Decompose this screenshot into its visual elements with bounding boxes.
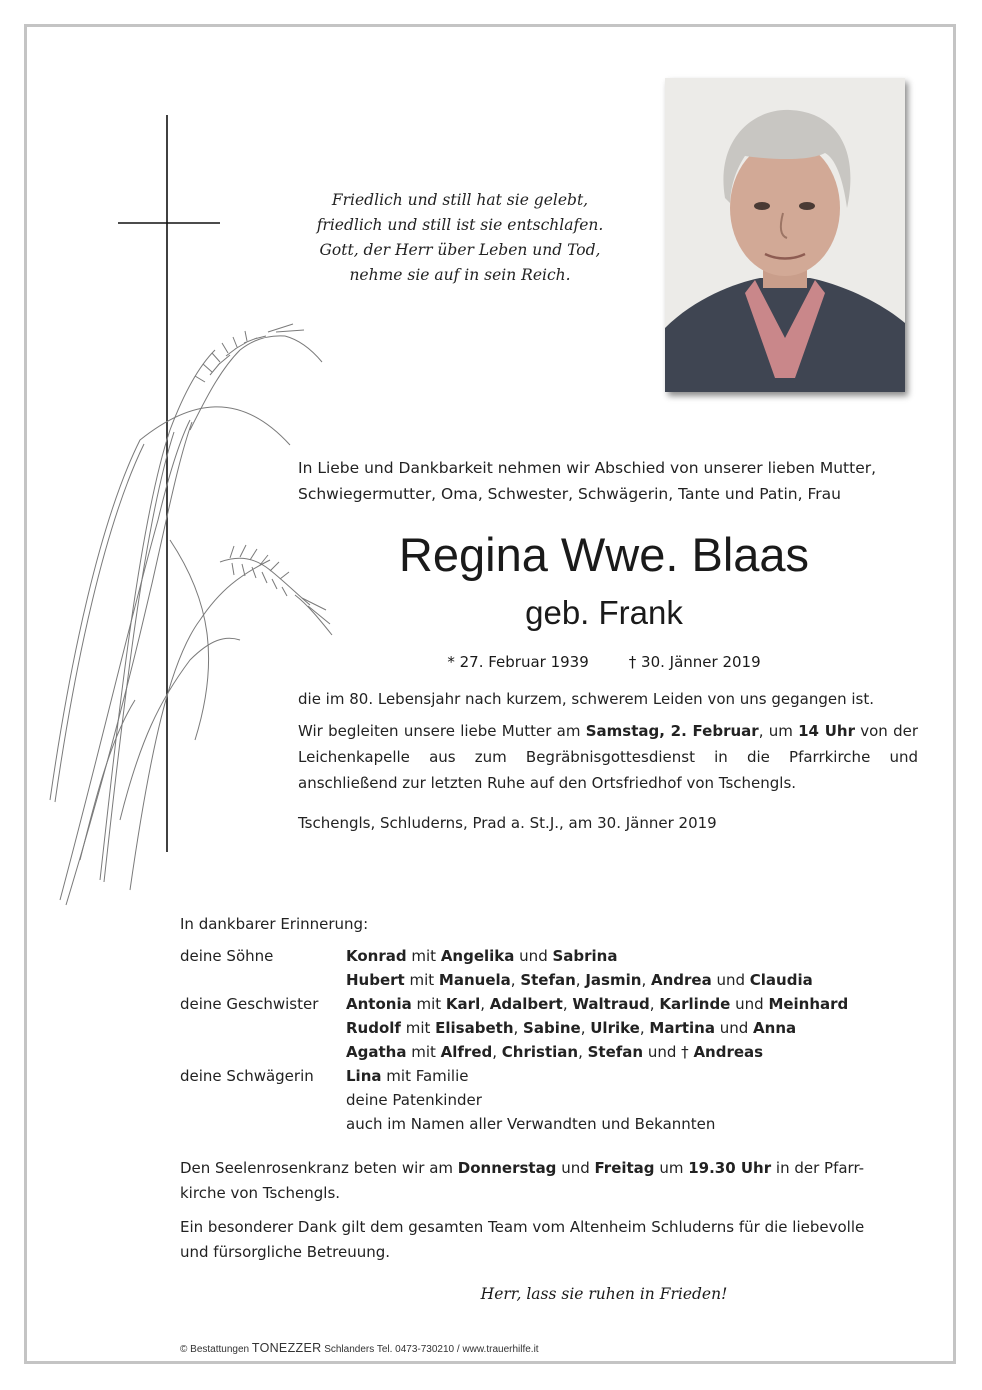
- family-connector: ,: [649, 995, 660, 1013]
- family-connector: und: [714, 1019, 754, 1037]
- family-label: deine Geschwister: [180, 995, 319, 1013]
- intro-text: [298, 455, 928, 507]
- family-connector: ,: [578, 1043, 588, 1061]
- family-member-line: [346, 1064, 715, 1088]
- rosary-a: Den Seelenrosenkranz beten wir am: [180, 1159, 458, 1177]
- family-connector: mit: [406, 1043, 441, 1061]
- wheat-icon: [50, 324, 332, 905]
- family-lines: [346, 992, 848, 1064]
- farewell-text: Herr, lass sie ruhen in Frieden!: [480, 1285, 728, 1303]
- family-member-line: [346, 1016, 848, 1040]
- family-member-name: Manuela: [438, 971, 511, 989]
- funeral-text-c: von der Leichenkapelle aus zum Begräbnisgottesdienst in die Pfarrkirche und anschließend zur letzten Ruhe auf den Ortsfriedhof von Tschengls.: [298, 722, 918, 792]
- family-member-name: Martina: [649, 1019, 715, 1037]
- cross-icon: [118, 115, 220, 852]
- family-member-name: Antonia: [346, 995, 412, 1013]
- rosary-day-2: Freitag: [594, 1159, 655, 1177]
- family-connector: mit: [411, 995, 446, 1013]
- family-connector: ,: [580, 1019, 591, 1037]
- family-member-name: Sabine: [523, 1019, 581, 1037]
- rosary-d2: kirche von Tschengls.: [180, 1184, 341, 1202]
- family-connector: ,: [513, 1019, 524, 1037]
- family-member-name: Meinhard: [768, 995, 849, 1013]
- family-member-name: Andrea: [650, 971, 712, 989]
- footer-credit: [180, 1341, 539, 1355]
- family-member-name: Stefan: [587, 1043, 644, 1061]
- thanks-line-2: und fürsorgliche Betreuung.: [180, 1243, 391, 1261]
- family-member-name: Waltraud: [572, 995, 650, 1013]
- family-connector: mit Familie: [381, 1067, 469, 1085]
- announcement-body: [298, 686, 918, 836]
- family-member-name: Agatha: [346, 1043, 407, 1061]
- family-connector: auch im Namen aller Verwandten und Bekannten: [346, 1115, 716, 1133]
- birth-date: * 27. Februar 1939: [447, 653, 589, 671]
- rosary-time: 19.30 Uhr: [688, 1159, 772, 1177]
- family-member-name: Hubert: [346, 971, 405, 989]
- family-member-name: Alfred: [440, 1043, 493, 1061]
- family-connector: ,: [639, 1019, 650, 1037]
- family-member-name: Stefan: [520, 971, 576, 989]
- family-group-siblings: [180, 992, 900, 1064]
- family-member-name: Konrad: [346, 947, 407, 965]
- poem-line: nehme sie auf in sein Reich.: [349, 266, 571, 284]
- family-connector: mit: [404, 971, 439, 989]
- family-heading: In dankbarer Erinnerung:: [180, 915, 369, 933]
- family-connector: ,: [562, 995, 573, 1013]
- family-member-line: [346, 992, 848, 1016]
- funeral-text-a: Wir begleiten unsere liebe Mutter am: [298, 722, 586, 740]
- family-list: [180, 912, 900, 1136]
- closing-text: [180, 1156, 910, 1274]
- family-member-name: Rudolf: [346, 1019, 401, 1037]
- family-connector: ,: [480, 995, 490, 1013]
- family-group-sons: [180, 944, 900, 992]
- family-member-name: Jasmin: [585, 971, 642, 989]
- funeral-time: 14 Uhr: [798, 722, 855, 740]
- family-member-name: Karl: [445, 995, 481, 1013]
- family-member-name: Ulrike: [590, 1019, 640, 1037]
- death-date: † 30. Jänner 2019: [628, 653, 761, 671]
- thanks-text: [180, 1215, 910, 1265]
- footer-brand: TONEZZER: [251, 1341, 322, 1355]
- family-connector: und: [711, 971, 750, 989]
- family-member-name: Claudia: [749, 971, 813, 989]
- family-connector: und: [730, 995, 769, 1013]
- family-member-name: Karlinde: [659, 995, 731, 1013]
- family-connector: ,: [510, 971, 521, 989]
- intro-line-1: In Liebe und Dankbarkeit nehmen wir Abschied von unserer lieben Mutter,: [298, 459, 877, 477]
- family-lines: [346, 1064, 715, 1136]
- family-member-line: [346, 944, 813, 968]
- funeral-day: Samstag, 2. Februar: [585, 722, 759, 740]
- family-connector: mit: [400, 1019, 436, 1037]
- poem-line: Friedlich und still hat sie gelebt,: [331, 191, 589, 209]
- rosary-d1: in der Pfarr-: [771, 1159, 865, 1177]
- family-member-name: Angelika: [440, 947, 515, 965]
- rosary-text: [180, 1156, 910, 1206]
- footer-suffix: Schlanders Tel. 0473-730210 / www.trauerhilfe.it: [321, 1344, 539, 1355]
- poem-line: Gott, der Herr über Leben und Tod,: [319, 241, 601, 259]
- intro-line-2: Schwiegermutter, Oma, Schwester, Schwägerin, Tante und Patin, Frau: [298, 485, 841, 503]
- family-label: deine Schwägerin: [180, 1067, 314, 1085]
- poem-line: friedlich und still ist sie entschlafen.: [316, 216, 604, 234]
- family-member-name: Andreas: [693, 1043, 764, 1061]
- family-member-line: [346, 1040, 848, 1064]
- family-label: deine Söhne: [180, 947, 274, 965]
- family-connector: ,: [492, 1043, 502, 1061]
- funeral-text: [298, 718, 918, 796]
- rosary-c: um: [654, 1159, 689, 1177]
- family-member-name: Anna: [753, 1019, 797, 1037]
- family-connector: mit: [406, 947, 441, 965]
- family-member-line: [346, 1088, 715, 1112]
- portrait-photo: [665, 78, 905, 392]
- thanks-line-1: Ein besonderer Dank gilt dem gesamten Team vom Altenheim Schluderns für die liebevolle: [180, 1218, 865, 1236]
- family-member-name: Christian: [501, 1043, 579, 1061]
- family-connector: und †: [643, 1043, 694, 1061]
- life-dates: [298, 650, 910, 674]
- family-member-name: Adalbert: [489, 995, 563, 1013]
- funeral-text-b: , um: [758, 722, 799, 740]
- family-member-name: Sabrina: [552, 947, 618, 965]
- portrait-image: [665, 78, 905, 392]
- family-member-name: Lina: [346, 1067, 382, 1085]
- rosary-day-1: Donnerstag: [457, 1159, 557, 1177]
- family-connector: ,: [575, 971, 586, 989]
- place-date: Tschengls, Schluderns, Prad a. St.J., am 30. Jänner 2019: [298, 814, 717, 832]
- family-member-line: [346, 968, 813, 992]
- footer-prefix: © Bestattungen: [180, 1344, 252, 1355]
- rosary-b: und: [556, 1159, 595, 1177]
- family-lines: [346, 944, 813, 992]
- passing-text: die im 80. Lebensjahr nach kurzem, schwerem Leiden von uns gegangen ist.: [298, 690, 874, 708]
- family-group-sister-in-law: [180, 1064, 900, 1136]
- family-member-line: [346, 1112, 715, 1136]
- family-connector: und: [514, 947, 553, 965]
- deceased-name: Regina Wwe. Blaas: [398, 528, 810, 581]
- maiden-name: geb. Frank: [525, 594, 683, 631]
- family-connector: ,: [641, 971, 651, 989]
- memorial-poem: [270, 188, 650, 288]
- family-member-name: Elisabeth: [435, 1019, 514, 1037]
- family-connector: deine Patenkinder: [346, 1091, 482, 1109]
